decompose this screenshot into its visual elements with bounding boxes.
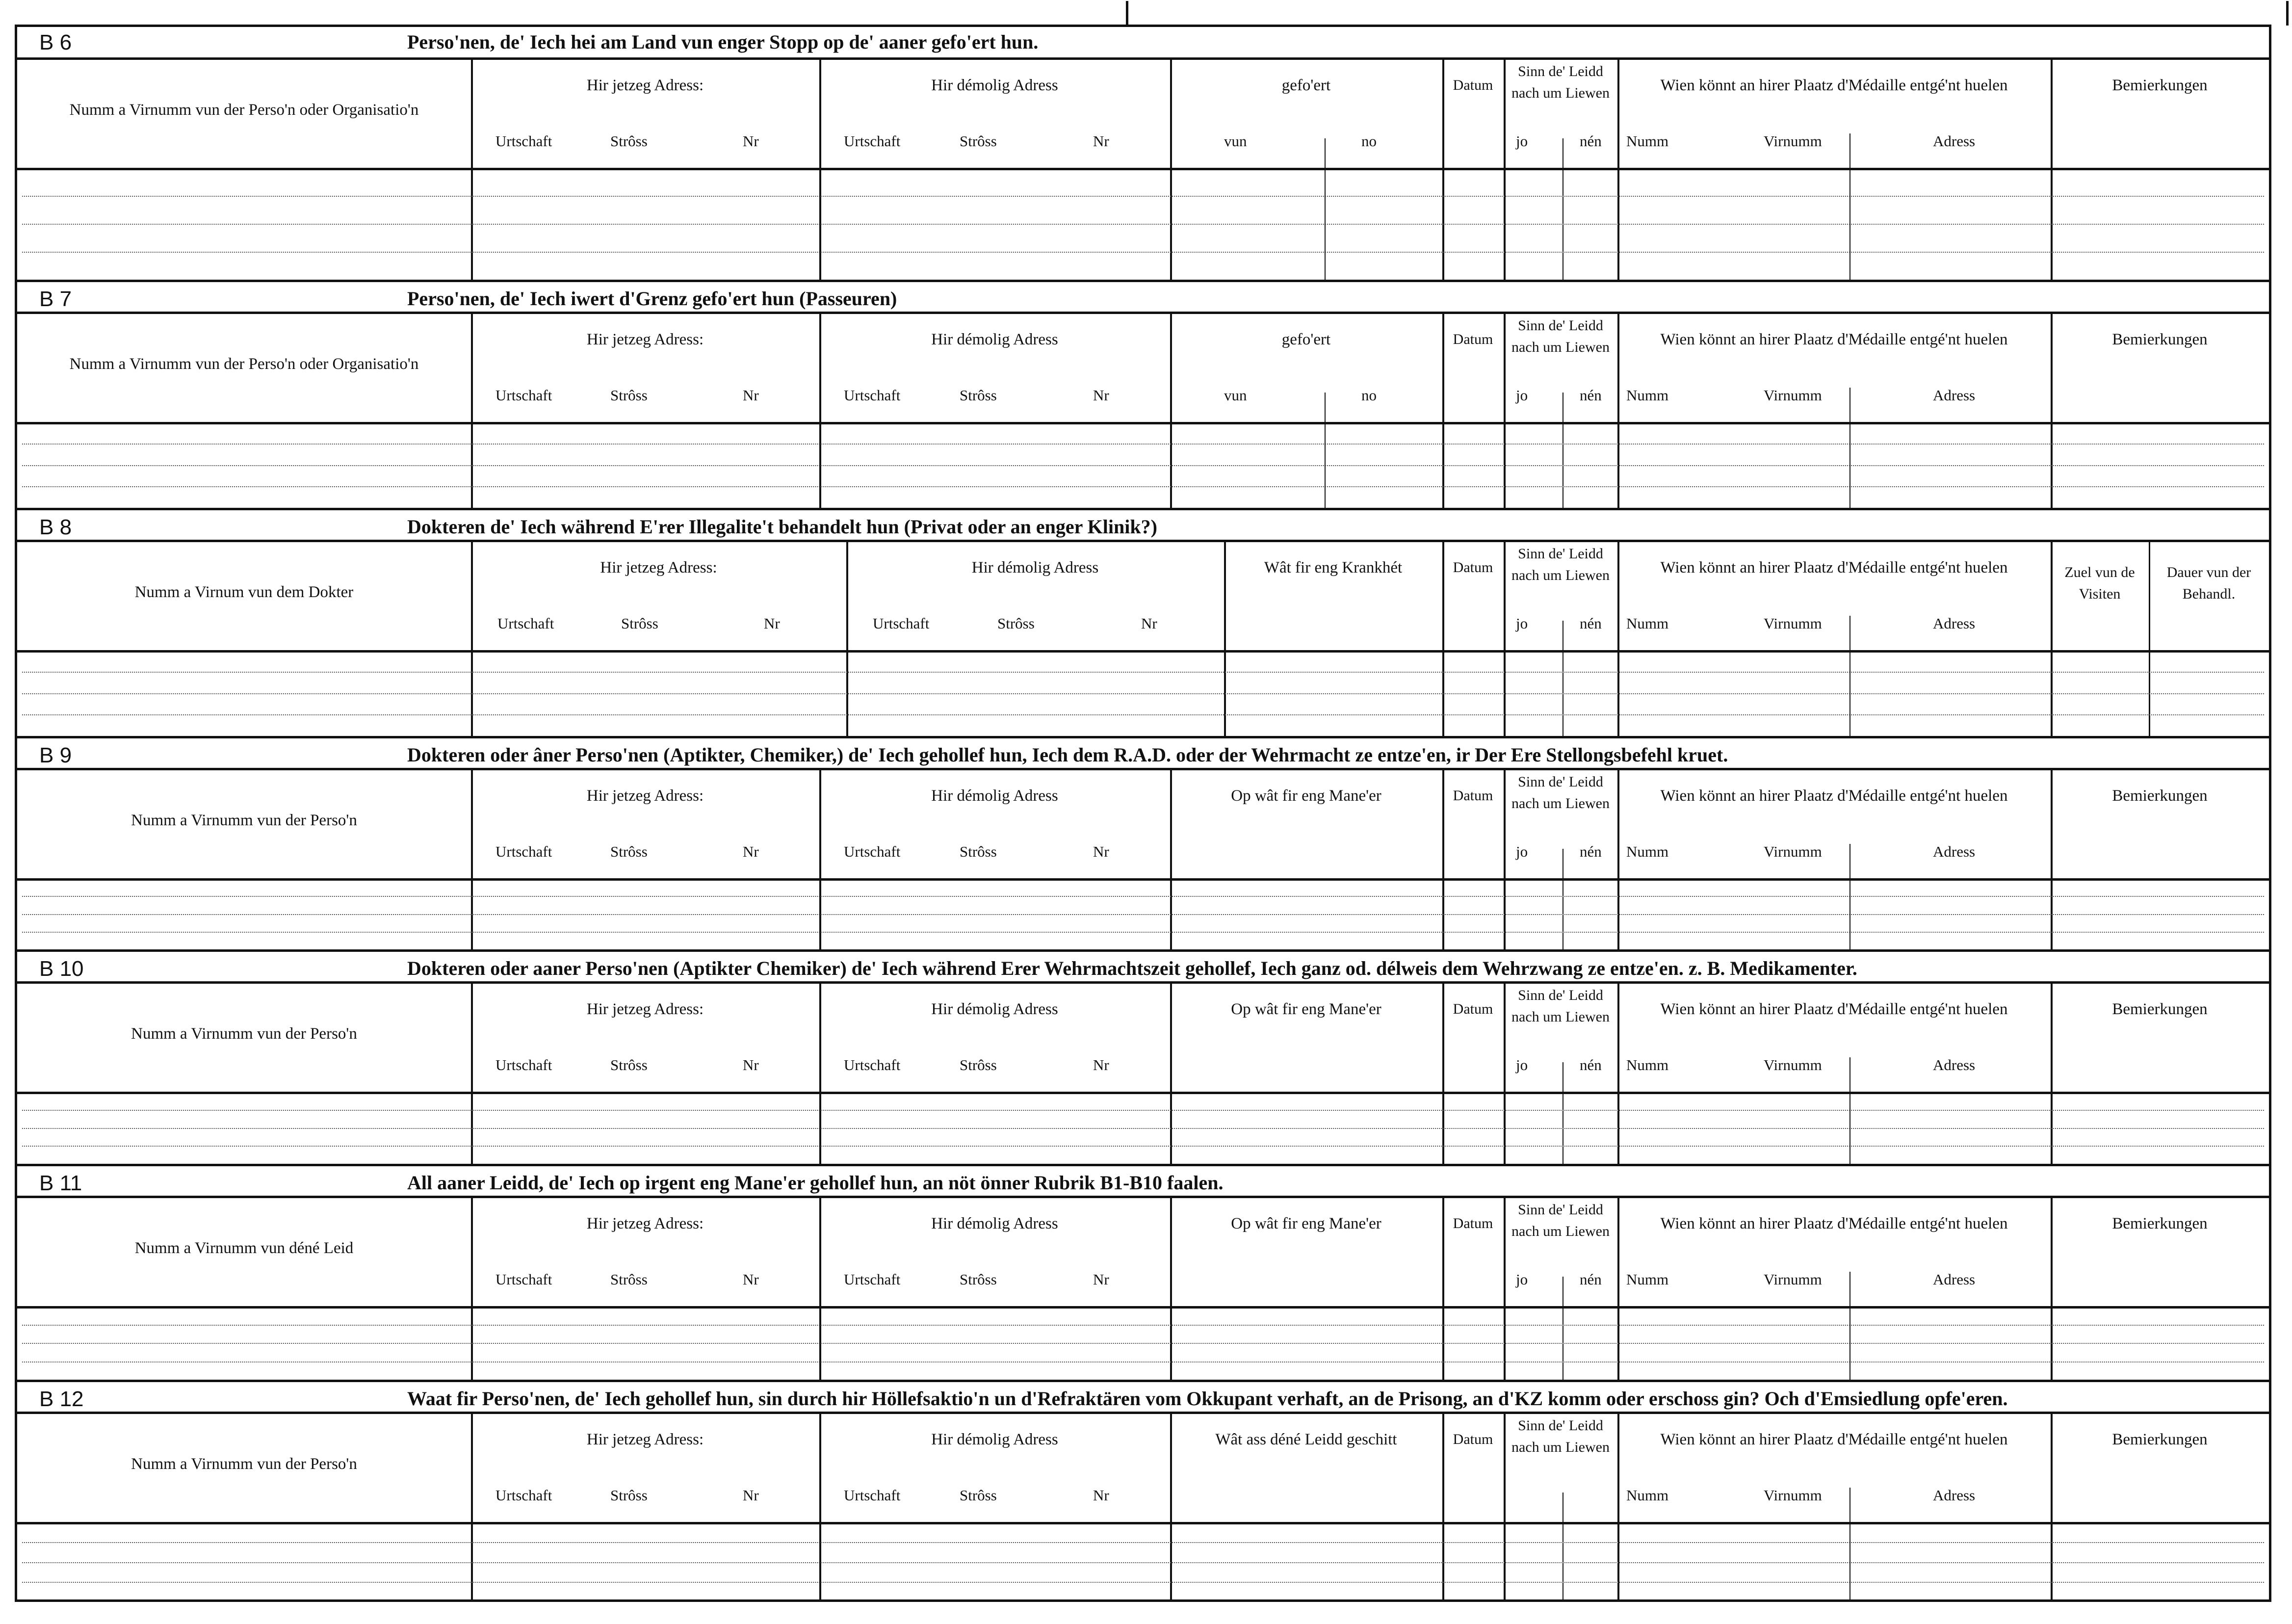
current-address-sublabel: Urtschaft (495, 843, 552, 860)
current-address-sublabel: Nr (743, 132, 759, 150)
former-address-sublabel: Strôss (960, 1487, 997, 1504)
column-header-duration: Dauer vun der Behandl. (2166, 564, 2251, 602)
medal-sublabel: Virnumm (1764, 387, 1822, 404)
header-separator (17, 422, 2269, 424)
column-header-suffered: Sinn de' Leidd nach um Liewen (1511, 1202, 1610, 1239)
yes-label: jo (1516, 843, 1528, 860)
current-address-sublabel: Strôss (610, 132, 648, 150)
section-title: All aaner Leidd, de' Iech op irgent eng Mane'er gehollef hun, an nöt önner Rubrik B1-B10 faalen. (407, 1172, 1224, 1194)
medal-sublabel: Virnumm (1764, 132, 1822, 150)
column-header-date: Datum (1453, 787, 1493, 804)
medal-sublabel: Adress (1933, 615, 1976, 632)
current-address-sublabel: Urtschaft (495, 387, 552, 404)
section-title-bar (17, 736, 2269, 770)
column-header-date: Datum (1453, 1001, 1493, 1017)
header-separator (17, 168, 2269, 170)
section-title: Perso'nen, de' Iech iwert d'Grenz gefo'ert hun (Passeuren) (407, 288, 897, 310)
column-header-former-address: Hir démolig Adress (931, 1215, 1058, 1232)
former-address-sublabel: Urtschaft (844, 1056, 901, 1074)
current-address-sublabel: Nr (743, 1056, 759, 1074)
column-header-third: Op wât fir eng Mane'er (1231, 1000, 1381, 1018)
yes-label: jo (1516, 1271, 1528, 1288)
current-address-sublabel: Nr (743, 1487, 759, 1504)
no-label: nén (1580, 615, 1602, 632)
medal-sub-divider (1849, 388, 1850, 508)
column-header-suffered: Sinn de' Leidd nach um Liewen (1511, 546, 1610, 583)
route-sub-divider (1325, 393, 1326, 508)
entry-line[interactable] (22, 486, 2264, 487)
medal-sublabel: Virnumm (1764, 1487, 1822, 1504)
current-address-sublabel: Strôss (610, 387, 648, 404)
former-address-sublabel: Nr (1093, 1056, 1109, 1074)
former-address-sublabel: Urtschaft (844, 1487, 901, 1504)
column-header-medal: Wien könnt an hirer Plaatz d'Médaille entgé'nt huelen (1660, 787, 2008, 805)
entry-line[interactable] (22, 896, 2264, 897)
column-header-name: Numm a Virnumm vun der Perso'n oder Organisatio'n (69, 101, 419, 119)
no-label: nén (1580, 387, 1602, 404)
column-header-date: Datum (1453, 559, 1493, 576)
column-header-former-address: Hir démolig Adress (931, 787, 1058, 805)
column-header-remarks: Bemierkungen (2112, 787, 2208, 805)
current-address-sublabel: Nr (743, 387, 759, 404)
current-address-sublabel: Urtschaft (495, 1056, 552, 1074)
current-address-sublabel: Strôss (610, 1271, 648, 1288)
medal-sublabel: Numm (1626, 615, 1669, 632)
column-header-name: Numm a Virnumm vun der Perso'n (131, 1455, 357, 1473)
column-header-date: Datum (1453, 77, 1493, 93)
entry-line[interactable] (22, 693, 2264, 694)
column-header-remarks: Bemierkungen (2112, 1000, 2208, 1018)
column-header-name: Numm a Virnumm vun der Perso'n (131, 1025, 357, 1043)
entry-line[interactable] (22, 1343, 2264, 1344)
section-title: Dokteren de' Iech während E'rer Illegalite't behandelt hun (Privat oder an enger Klinik?) (407, 516, 1157, 538)
current-address-sublabel: Strôss (610, 1056, 648, 1074)
section-title-bar (17, 26, 2269, 60)
column-header-third: Op wât fir eng Mane'er (1231, 1215, 1381, 1232)
column-header-third: Wât ass déné Leidd geschitt (1215, 1431, 1397, 1448)
former-address-sublabel: Urtschaft (844, 132, 901, 150)
form-section (17, 508, 2269, 736)
column-header-date: Datum (1453, 1431, 1493, 1447)
medal-sublabel: Adress (1933, 1487, 1976, 1504)
entry-line[interactable] (22, 714, 2264, 715)
medal-sublabel: Adress (1933, 387, 1976, 404)
column-header-former-address: Hir démolig Adress (931, 331, 1058, 348)
route-to-label: no (1361, 387, 1377, 404)
former-address-sublabel: Urtschaft (844, 843, 901, 860)
yes-label: jo (1516, 132, 1528, 150)
former-address-sublabel: Nr (1093, 132, 1109, 150)
current-address-sublabel: Urtschaft (497, 615, 554, 632)
form-section (17, 949, 2269, 1164)
current-address-sublabel: Urtschaft (495, 132, 552, 150)
entry-line[interactable] (22, 1128, 2264, 1129)
current-address-sublabel: Urtschaft (495, 1487, 552, 1504)
column-header-third: Op wât fir eng Mane'er (1231, 787, 1381, 805)
entry-line[interactable] (22, 1146, 2264, 1147)
section-code: B 8 (39, 515, 72, 539)
column-header-medal: Wien könnt an hirer Plaatz d'Médaille entgé'nt huelen (1660, 559, 2008, 576)
section-code: B 9 (39, 743, 72, 767)
column-header-remarks: Bemierkungen (2112, 331, 2208, 348)
column-header-name: Numm a Virnumm vun der Perso'n oder Organisatio'n (69, 355, 419, 373)
medal-sub-divider (1849, 616, 1850, 736)
former-address-sublabel: Nr (1093, 843, 1109, 860)
medal-sublabel: Numm (1626, 843, 1669, 860)
column-header-name: Numm a Virnum vun dem Dokter (134, 583, 354, 601)
section-title-bar (17, 1380, 2269, 1414)
entry-line[interactable] (22, 465, 2264, 466)
column-header-current-address: Hir jetzeg Adress: (600, 559, 717, 576)
former-address-sublabel: Strôss (960, 1271, 997, 1288)
entry-line[interactable] (22, 224, 2264, 225)
column-header-former-address: Hir démolig Adress (931, 1431, 1058, 1448)
section-title-bar (17, 280, 2269, 314)
route-sub-divider (1325, 138, 1326, 280)
top-mark (1126, 1, 1128, 26)
entry-line[interactable] (22, 444, 2264, 445)
medal-sublabel: Numm (1626, 1056, 1669, 1074)
former-address-sublabel: Strôss (960, 132, 997, 150)
medal-sublabel: Adress (1933, 1271, 1976, 1288)
yes-label: jo (1516, 615, 1528, 632)
section-title: Perso'nen, de' Iech hei am Land vun enger Stopp op de' aaner gefo'ert hun. (407, 31, 1039, 53)
column-header-medal: Wien könnt an hirer Plaatz d'Médaille entgé'nt huelen (1660, 1215, 2008, 1232)
current-address-sublabel: Strôss (610, 1487, 648, 1504)
column-header-third: gefo'ert (1281, 331, 1331, 348)
column-header-remarks: Bemierkungen (2112, 1215, 2208, 1232)
entry-line[interactable] (22, 1582, 2264, 1583)
section-code: B 11 (39, 1171, 82, 1195)
route-to-label: no (1361, 132, 1377, 150)
section-title: Waat fir Perso'nen, de' Iech gehollef hun, sin durch hir Höllefsaktio'n un d'Refraktären vom Okkupant verhaft, an de Prisong, an d'KZ komm oder erschoss gin? Och d'Emsiedlung opfe'eren. (407, 1388, 2008, 1410)
former-address-sublabel: Urtschaft (873, 615, 930, 632)
header-separator (17, 1306, 2269, 1309)
former-address-sublabel: Nr (1093, 387, 1109, 404)
column-header-remarks: Bemierkungen (2112, 1431, 2208, 1448)
header-separator (17, 878, 2269, 881)
medal-sublabel: Adress (1933, 843, 1976, 860)
yes-label: jo (1516, 387, 1528, 404)
form-section (17, 26, 2269, 280)
column-header-visits: Zuel vun de Visiten (2064, 564, 2135, 602)
column-header-remarks: Bemierkungen (2112, 77, 2208, 94)
column-header-former-address: Hir démolig Adress (931, 1000, 1058, 1018)
medal-sublabel: Virnumm (1764, 1056, 1822, 1074)
entry-line[interactable] (22, 252, 2264, 253)
former-address-sublabel: Strôss (960, 1056, 997, 1074)
column-header-former-address: Hir démolig Adress (971, 559, 1099, 576)
former-address-sublabel: Nr (1093, 1487, 1109, 1504)
current-address-sublabel: Nr (764, 615, 780, 632)
form-section (17, 1164, 2269, 1380)
form-section (17, 1380, 2269, 1602)
entry-line[interactable] (22, 932, 2264, 933)
medal-sublabel: Virnumm (1764, 843, 1822, 860)
form-section (17, 736, 2269, 949)
current-address-sublabel: Strôss (621, 615, 658, 632)
entry-line[interactable] (22, 196, 2264, 197)
medal-sub-divider (1849, 1488, 1850, 1602)
column-header-name: Numm a Virnumm vun der Perso'n (131, 812, 357, 829)
medal-sublabel: Adress (1933, 1056, 1976, 1074)
medal-sublabel: Virnumm (1764, 615, 1822, 632)
current-address-sublabel: Nr (743, 843, 759, 860)
section-title: Dokteren oder aaner Perso'nen (Aptikter Chemiker) de' Iech während Erer Wehrmachtszeit gehollef, Iech ganz od. délweis dem Wehrzwang ze entze'en. z. B. Medikamenter. (407, 957, 1857, 979)
column-header-third: gefo'ert (1281, 77, 1331, 94)
form-section (17, 280, 2269, 508)
column-header-current-address: Hir jetzeg Adress: (586, 1215, 704, 1232)
entry-line[interactable] (22, 1110, 2264, 1111)
former-address-sublabel: Strôss (997, 615, 1035, 632)
column-header-suffered: Sinn de' Leidd nach um Liewen (1511, 317, 1610, 355)
route-from-label: vun (1224, 132, 1247, 150)
column-header-current-address: Hir jetzeg Adress: (586, 331, 704, 348)
route-from-label: vun (1224, 387, 1247, 404)
column-header-medal: Wien könnt an hirer Plaatz d'Médaille entgé'nt huelen (1660, 1000, 2008, 1018)
section-code: B 12 (39, 1387, 84, 1411)
medal-sublabel: Numm (1626, 387, 1669, 404)
entry-line[interactable] (22, 914, 2264, 915)
section-code: B 7 (39, 287, 72, 311)
medal-sublabel: Adress (1933, 132, 1976, 150)
medal-sublabel: Numm (1626, 132, 1669, 150)
medal-sublabel: Numm (1626, 1271, 1669, 1288)
current-address-sublabel: Nr (743, 1271, 759, 1288)
entry-line[interactable] (22, 672, 2264, 673)
former-address-sublabel: Strôss (960, 387, 997, 404)
current-address-sublabel: Urtschaft (495, 1271, 552, 1288)
column-header-date: Datum (1453, 331, 1493, 347)
column-header-date: Datum (1453, 1215, 1493, 1231)
yes-label: jo (1516, 1056, 1528, 1074)
former-address-sublabel: Urtschaft (844, 387, 901, 404)
medal-sublabel: Virnumm (1764, 1271, 1822, 1288)
column-header-medal: Wien könnt an hirer Plaatz d'Médaille entgé'nt huelen (1660, 331, 2008, 348)
current-address-sublabel: Strôss (610, 843, 648, 860)
header-separator (17, 1522, 2269, 1524)
former-address-sublabel: Nr (1141, 615, 1157, 632)
column-header-current-address: Hir jetzeg Adress: (586, 77, 704, 94)
medal-sublabel: Numm (1626, 1487, 1669, 1504)
top-mark-right (2286, 1, 2289, 26)
no-label: nén (1580, 1056, 1602, 1074)
column-header-current-address: Hir jetzeg Adress: (586, 1000, 704, 1018)
former-address-sublabel: Urtschaft (844, 1271, 901, 1288)
column-header-name: Numm a Virnumm vun déné Leid (134, 1239, 354, 1257)
column-header-current-address: Hir jetzeg Adress: (586, 1431, 704, 1448)
entry-line[interactable] (22, 1542, 2264, 1543)
column-header-medal: Wien könnt an hirer Plaatz d'Médaille entgé'nt huelen (1660, 77, 2008, 94)
column-header-suffered: Sinn de' Leidd nach um Liewen (1511, 987, 1610, 1025)
column-header-former-address: Hir démolig Adress (931, 77, 1058, 94)
section-title-bar (17, 1164, 2269, 1198)
column-header-suffered: Sinn de' Leidd nach um Liewen (1511, 774, 1610, 812)
column-header-third: Wât fir eng Krankhét (1264, 559, 1403, 576)
entry-line[interactable] (22, 1325, 2264, 1326)
column-header-suffered: Sinn de' Leidd nach um Liewen (1511, 63, 1610, 101)
column-header-current-address: Hir jetzeg Adress: (586, 787, 704, 805)
no-label: nén (1580, 843, 1602, 860)
section-title: Dokteren oder âner Perso'nen (Aptikter, Chemiker,) de' Iech gehollef hun, Iech dem R.A.D. oder der Wehrmacht ze entze'en, ir Der Ere Stellongsbefehl kruet. (407, 744, 1728, 766)
column-header-suffered: Sinn de' Leidd nach um Liewen (1511, 1417, 1610, 1455)
section-title-bar (17, 949, 2269, 984)
medal-sub-divider (1849, 133, 1850, 280)
no-label: nén (1580, 1271, 1602, 1288)
medal-sub-divider (1849, 1272, 1850, 1380)
no-label: nén (1580, 132, 1602, 150)
section-code: B 10 (39, 957, 84, 981)
entry-line[interactable] (22, 1562, 2264, 1563)
section-title-bar (17, 508, 2269, 542)
column-header-medal: Wien könnt an hirer Plaatz d'Médaille entgé'nt huelen (1660, 1431, 2008, 1448)
former-address-sublabel: Nr (1093, 1271, 1109, 1288)
header-separator (17, 650, 2269, 653)
section-code: B 6 (39, 30, 72, 54)
header-separator (17, 1092, 2269, 1094)
former-address-sublabel: Strôss (960, 843, 997, 860)
